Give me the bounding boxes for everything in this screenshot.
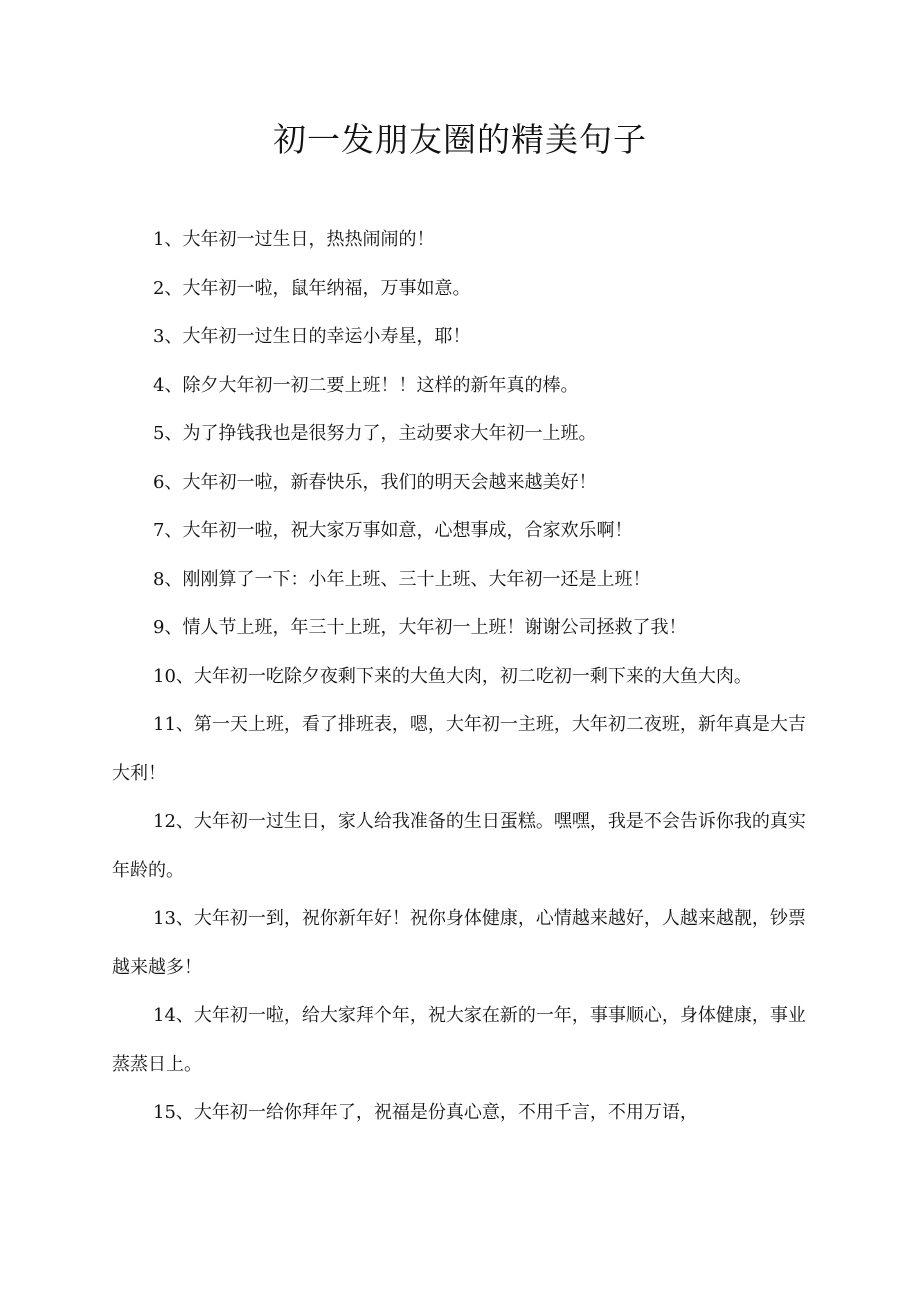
sentence-list xyxy=(112,216,812,1138)
sentence-12: 12、大年初一过生日，家人给我准备的生日蛋糕。嘿嘿，我是不会告诉你我的真实年龄的。 xyxy=(112,811,806,881)
sentence-15: 15、大年初一给你拜年了，祝福是份真心意，不用千言，不用万语， xyxy=(153,1102,698,1123)
sentence-9: 9、情人节上班，年三十上班，大年初一上班！谢谢公司拯救了我！ xyxy=(153,617,687,638)
sentence-5: 5、为了挣钱我也是很努力了，主动要求大年初一上班。 xyxy=(153,423,597,444)
sentence-4: 4、除夕大年初一初二要上班！！这样的新年真的棒。 xyxy=(153,374,579,396)
sentence-14: 14、大年初一啦，给大家拜个年，祝大家在新的一年，事事顺心，身体健康，事业蒸蒸日上。 xyxy=(112,1005,806,1075)
sentence-13: 13、大年初一到，祝你新年好！祝你身体健康，心情越来越好，人越来越靓，钞票越来越多！ xyxy=(112,908,806,978)
sentence-8: 8、刚刚算了一下：小年上班、三十上班、大年初一还是上班！ xyxy=(153,568,651,590)
sentence-11: 11、第一天上班，看了排班表，嗯，大年初一主班，大年初二夜班，新年真是大吉大利！ xyxy=(112,714,806,784)
sentence-2: 2、大年初一啦，鼠年纳福，万事如意。 xyxy=(153,277,471,299)
sentence-10: 10、大年初一吃除夕夜剩下来的大鱼大肉，初二吃初一剩下来的大鱼大肉。 xyxy=(153,665,752,687)
sentence-3: 3、大年初一过生日的幸运小寿星，耶！ xyxy=(153,326,471,347)
sentence-7: 7、大年初一啦，祝大家万事如意，心想事成，合家欢乐啊！ xyxy=(153,520,633,541)
sentence-1: 1、大年初一过生日，热热闹闹的！ xyxy=(153,229,435,250)
sentence-6: 6、大年初一啦，新春快乐，我们的明天会越来越美好！ xyxy=(153,471,597,493)
document-title: 初一发朋友圈的精美句子 xyxy=(273,120,647,159)
